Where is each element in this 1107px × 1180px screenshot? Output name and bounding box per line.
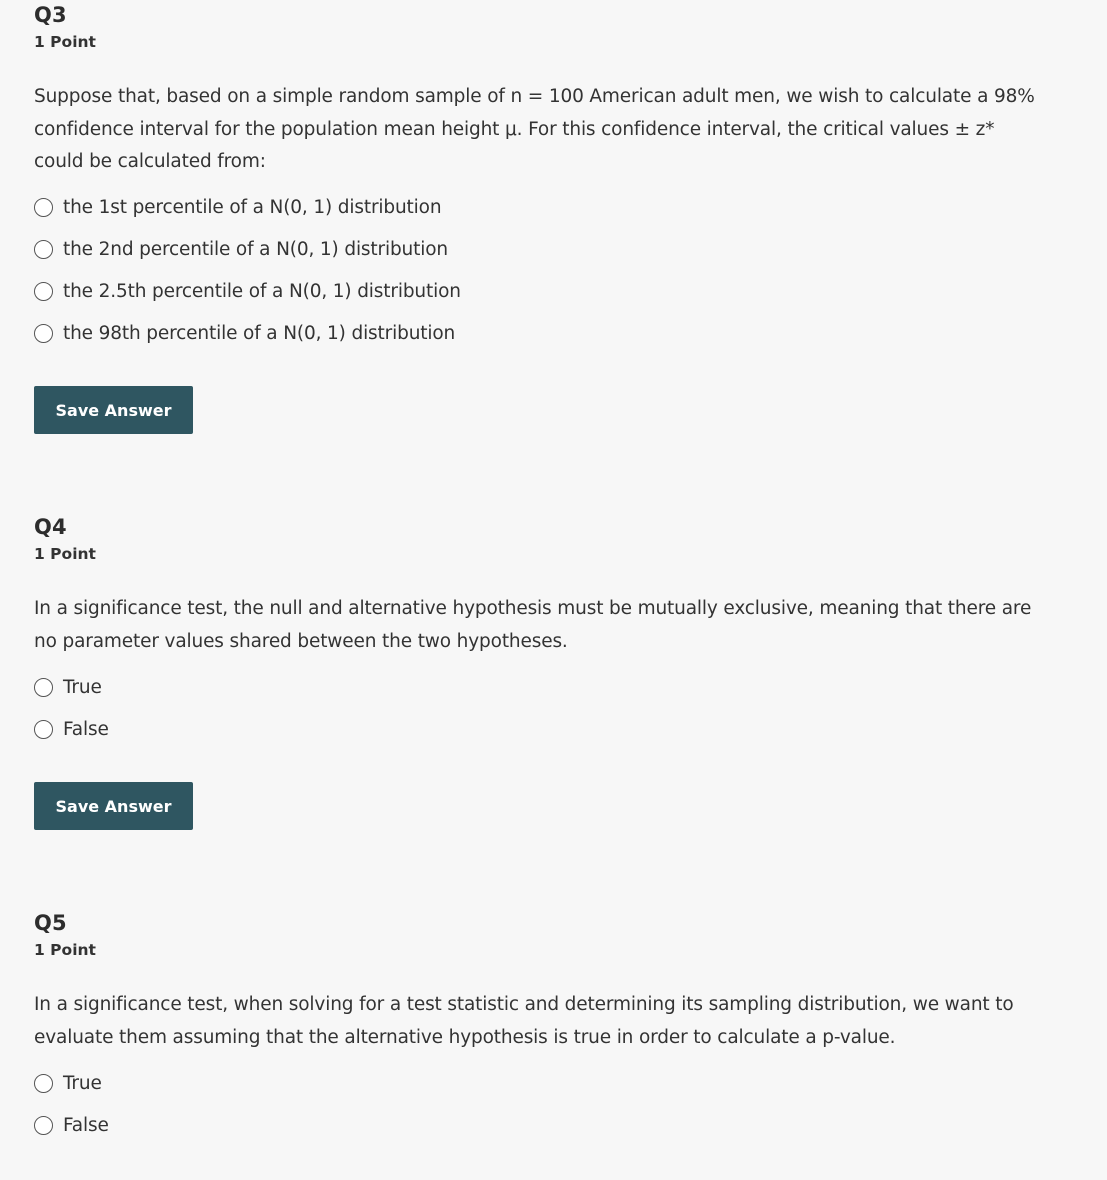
question-title: Q5	[34, 911, 67, 935]
answer-option[interactable]	[34, 229, 1044, 271]
answer-option[interactable]	[34, 271, 1044, 313]
answer-option[interactable]	[34, 313, 1044, 355]
radio-button[interactable]	[34, 1074, 53, 1093]
question-q5	[34, 908, 1044, 1146]
option-label: the 98th percentile of a N(0, 1) distribution	[63, 323, 456, 344]
option-label: False	[63, 718, 109, 740]
answer-option-true[interactable]	[34, 1062, 1044, 1104]
answer-options	[34, 187, 1044, 355]
radio-button[interactable]	[34, 1116, 53, 1135]
radio-button[interactable]	[34, 198, 53, 217]
question-title: Q3	[34, 3, 67, 27]
question-points: 1 Point	[34, 941, 96, 959]
option-label: True	[63, 676, 102, 698]
answer-options	[34, 1062, 1044, 1146]
option-label: True	[63, 1072, 102, 1094]
radio-button[interactable]	[34, 324, 53, 343]
answer-option-false[interactable]	[34, 1104, 1044, 1146]
question-title: Q4	[34, 515, 67, 539]
radio-button[interactable]	[34, 240, 53, 259]
option-label: the 2.5th percentile of a N(0, 1) distribution	[63, 281, 461, 302]
answer-options	[34, 666, 1044, 750]
option-label: the 2nd percentile of a N(0, 1) distribution	[63, 239, 448, 260]
answer-option-true[interactable]	[34, 666, 1044, 708]
option-label: the 1st percentile of a N(0, 1) distribution	[63, 197, 442, 218]
radio-button[interactable]	[34, 678, 53, 697]
question-text: Suppose that, based on a simple random sample of n = 100 American adult men, we wish to calculate a 98% confidence interval for the population mean height μ. For this confidence interval, the critical values ± z* could be calculated from:	[34, 86, 1035, 172]
question-text: In a significance test, the null and alternative hypothesis must be mutually exclusive, meaning that there are no parameter values shared between the two hypotheses.	[34, 598, 1032, 652]
answer-option-false[interactable]	[34, 708, 1044, 750]
answer-option[interactable]	[34, 187, 1044, 229]
save-answer-button[interactable]: Save Answer	[34, 782, 193, 830]
save-answer-button[interactable]: Save Answer	[34, 386, 193, 434]
question-text: In a significance test, when solving for a test statistic and determining its sampling distribution, we want to evaluate them assuming that the alternative hypothesis is true in order to calculate a p-value.	[34, 994, 1014, 1048]
radio-button[interactable]	[34, 720, 53, 739]
question-q4	[34, 512, 1044, 816]
question-points: 1 Point	[34, 33, 96, 51]
option-label: False	[63, 1114, 109, 1136]
question-q3	[34, 0, 1044, 420]
question-points: 1 Point	[34, 545, 96, 563]
radio-button[interactable]	[34, 282, 53, 301]
